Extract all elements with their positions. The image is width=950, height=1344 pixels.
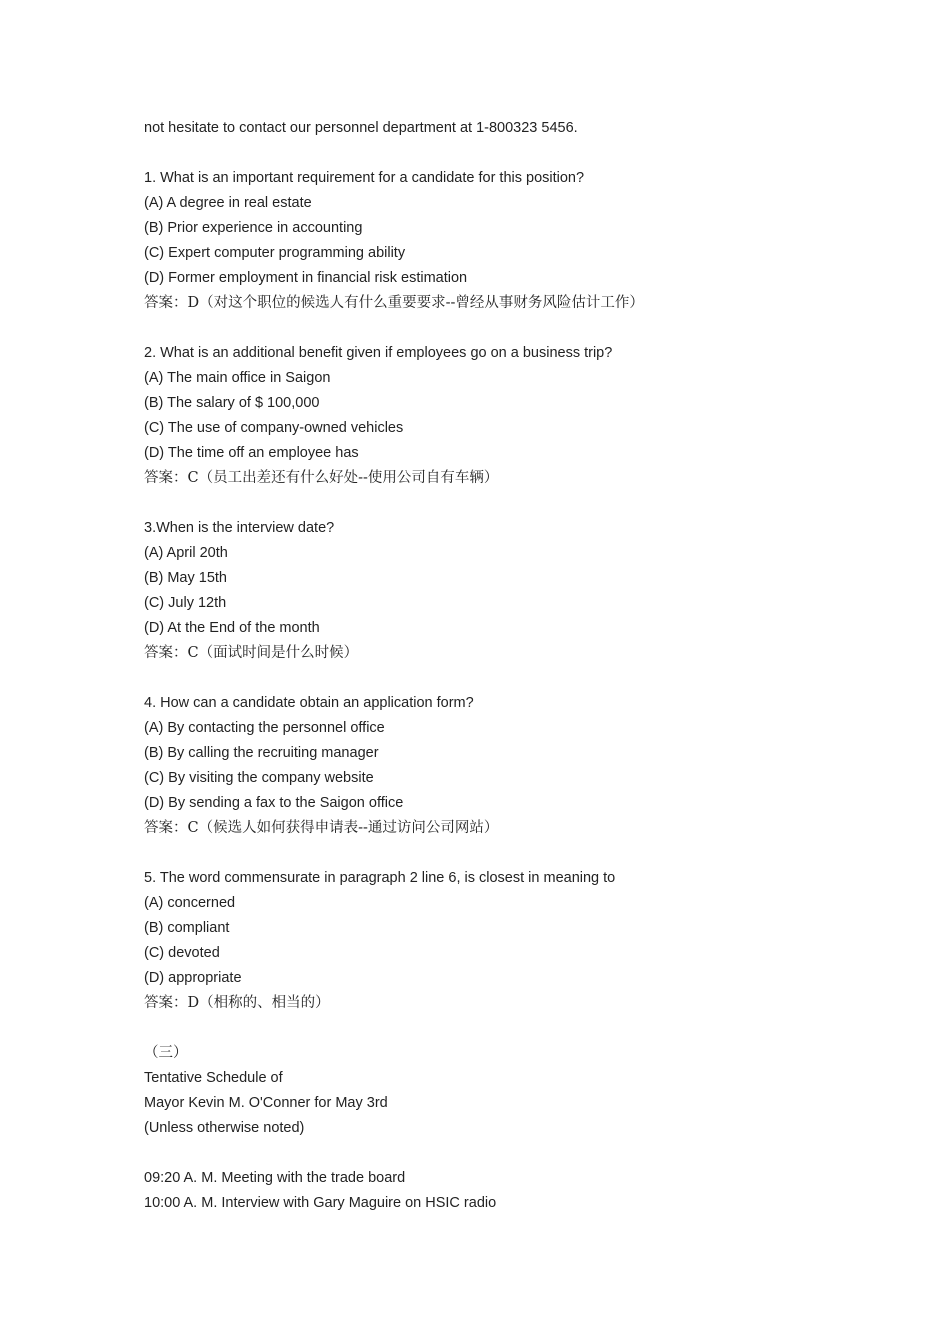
option-a: (A) A degree in real estate bbox=[144, 195, 312, 211]
question-prompt: 3.When is the interview date? bbox=[144, 520, 335, 536]
question-prompt: 1. What is an important requirement for a candidate for this position? bbox=[144, 170, 585, 186]
schedule-title-line-2: Mayor Kevin M. O'Conner for May 3rd bbox=[144, 1095, 388, 1111]
schedule-title-line-3: (Unless otherwise noted) bbox=[144, 1120, 305, 1136]
option-a: (A) April 20th bbox=[144, 545, 228, 561]
option-c: (C) devoted bbox=[144, 945, 220, 961]
question-block bbox=[144, 516, 864, 666]
option-d: (D) By sending a fax to the Saigon office bbox=[144, 795, 404, 811]
answer-line: 答案：D（对这个职位的候选人有什么重要要求--曾经从事财务风险估计工作） bbox=[144, 295, 644, 311]
option-a: (A) The main office in Saigon bbox=[144, 370, 331, 386]
answer-line: 答案：D（相称的、相当的） bbox=[144, 995, 330, 1011]
question-block bbox=[144, 341, 864, 491]
question-prompt: 2. What is an additional benefit given if employees go on a business trip? bbox=[144, 345, 613, 361]
option-b: (B) Prior experience in accounting bbox=[144, 220, 363, 236]
schedule-title-line-1: Tentative Schedule of bbox=[144, 1070, 283, 1086]
answer-line: 答案：C（候选人如何获得申请表--通过访问公司网站） bbox=[144, 820, 499, 836]
question-block bbox=[144, 691, 864, 841]
option-b: (B) By calling the recruiting manager bbox=[144, 745, 379, 761]
answer-line: 答案：C（面试时间是什么时候） bbox=[144, 645, 359, 661]
section-marker: （三） bbox=[144, 1045, 188, 1061]
intro-line: not hesitate to contact our personnel department at 1-800323 5456. bbox=[144, 120, 578, 136]
document-page bbox=[144, 116, 864, 1216]
option-c: (C) July 12th bbox=[144, 595, 227, 611]
option-d: (D) At the End of the month bbox=[144, 620, 320, 636]
question-block bbox=[144, 166, 864, 316]
schedule-item: 10:00 A. M. Interview with Gary Maguire on HSIC radio bbox=[144, 1195, 497, 1211]
option-d: (D) Former employment in financial risk estimation bbox=[144, 270, 468, 286]
schedule-section bbox=[144, 1041, 864, 1216]
option-a: (A) concerned bbox=[144, 895, 236, 911]
option-b: (B) The salary of $ 100,000 bbox=[144, 395, 320, 411]
question-block bbox=[144, 866, 864, 1016]
question-prompt: 4. How can a candidate obtain an application form? bbox=[144, 695, 474, 711]
option-d: (D) appropriate bbox=[144, 970, 242, 986]
option-c: (C) By visiting the company website bbox=[144, 770, 374, 786]
option-b: (B) May 15th bbox=[144, 570, 227, 586]
option-c: (C) The use of company-owned vehicles bbox=[144, 420, 404, 436]
option-c: (C) Expert computer programming ability bbox=[144, 245, 406, 261]
option-a: (A) By contacting the personnel office bbox=[144, 720, 385, 736]
schedule-item: 09:20 A. M. Meeting with the trade board bbox=[144, 1170, 406, 1186]
option-b: (B) compliant bbox=[144, 920, 230, 936]
option-d: (D) The time off an employee has bbox=[144, 445, 359, 461]
question-prompt: 5. The word commensurate in paragraph 2 line 6, is closest in meaning to bbox=[144, 870, 616, 886]
answer-line: 答案：C（员工出差还有什么好处--使用公司自有车辆） bbox=[144, 470, 499, 486]
